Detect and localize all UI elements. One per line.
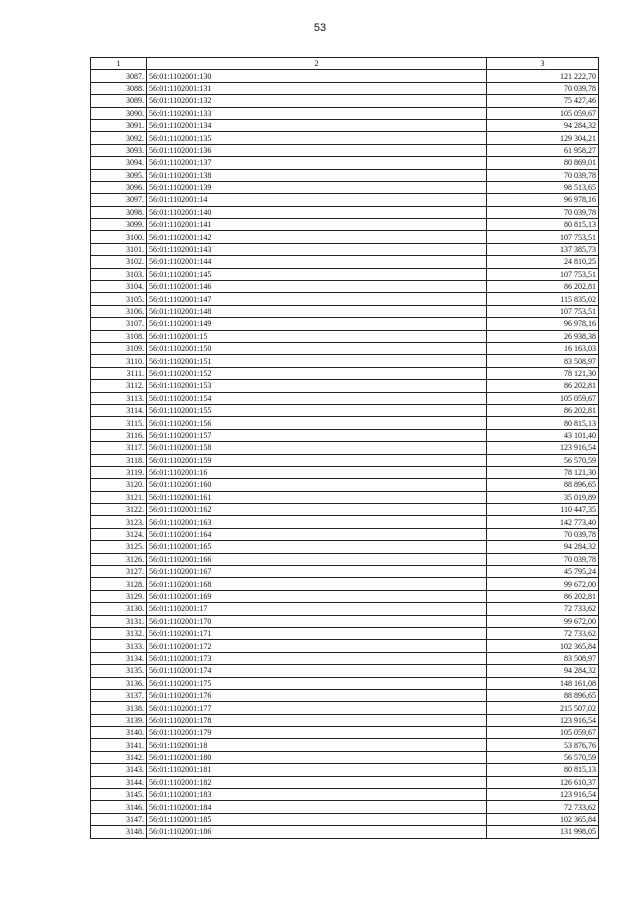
table-row xyxy=(91,665,599,677)
cadastral-value: 86 202,81 xyxy=(487,281,599,293)
row-number: 3133. xyxy=(91,640,147,652)
cadastral-number: 56:01:1102001:145 xyxy=(147,268,487,280)
row-number: 3088. xyxy=(91,82,147,94)
cadastral-value: 102 365,84 xyxy=(487,813,599,825)
table-row xyxy=(91,380,599,392)
table-row xyxy=(91,157,599,169)
cadastral-number: 56:01:1102001:166 xyxy=(147,553,487,565)
table-row xyxy=(91,169,599,181)
table-row xyxy=(91,603,599,615)
cadastral-value: 96 978,16 xyxy=(487,318,599,330)
row-number: 3142. xyxy=(91,751,147,763)
table-row xyxy=(91,132,599,144)
table-row xyxy=(91,367,599,379)
cadastral-number: 56:01:1102001:148 xyxy=(147,305,487,317)
cadastral-number: 56:01:1102001:157 xyxy=(147,429,487,441)
table-row xyxy=(91,82,599,94)
cadastral-number: 56:01:1102001:136 xyxy=(147,144,487,156)
table-row xyxy=(91,342,599,354)
table-row xyxy=(91,194,599,206)
cadastral-value: 72 733,62 xyxy=(487,627,599,639)
table-row xyxy=(91,652,599,664)
cadastral-number: 56:01:1102001:131 xyxy=(147,82,487,94)
row-number: 3115. xyxy=(91,417,147,429)
table-row xyxy=(91,764,599,776)
row-number: 3098. xyxy=(91,206,147,218)
cadastral-value: 99 672,00 xyxy=(487,578,599,590)
cadastral-value: 110 447,35 xyxy=(487,504,599,516)
cadastral-value: 72 733,62 xyxy=(487,603,599,615)
cadastral-value: 88 896,65 xyxy=(487,689,599,701)
row-number: 3091. xyxy=(91,119,147,131)
cadastral-number: 56:01:1102001:137 xyxy=(147,157,487,169)
cadastral-number: 56:01:1102001:177 xyxy=(147,702,487,714)
row-number: 3094. xyxy=(91,157,147,169)
cadastral-value: 123 916,54 xyxy=(487,442,599,454)
cadastral-number: 56:01:1102001:139 xyxy=(147,181,487,193)
table-row xyxy=(91,541,599,553)
table-row xyxy=(91,615,599,627)
table-row xyxy=(91,144,599,156)
row-number: 3125. xyxy=(91,541,147,553)
row-number: 3113. xyxy=(91,392,147,404)
cadastral-value: 80 815,13 xyxy=(487,764,599,776)
table-row xyxy=(91,776,599,788)
column-header-2: 2 xyxy=(147,58,487,70)
table-row xyxy=(91,578,599,590)
row-number: 3095. xyxy=(91,169,147,181)
row-number: 3124. xyxy=(91,528,147,540)
row-number: 3089. xyxy=(91,95,147,107)
table-row xyxy=(91,392,599,404)
table-row xyxy=(91,454,599,466)
cadastral-number: 56:01:1102001:163 xyxy=(147,516,487,528)
cadastral-value: 98 513,65 xyxy=(487,181,599,193)
cadastral-value: 86 202,81 xyxy=(487,380,599,392)
cadastral-value: 105 059,67 xyxy=(487,727,599,739)
table-row xyxy=(91,516,599,528)
cadastral-value: 72 733,62 xyxy=(487,801,599,813)
cadastral-value: 78 121,30 xyxy=(487,466,599,478)
cadastral-number: 56:01:1102001:144 xyxy=(147,256,487,268)
table-row xyxy=(91,466,599,478)
table-row xyxy=(91,95,599,107)
cadastral-number: 56:01:1102001:130 xyxy=(147,70,487,82)
cadastral-value: 123 916,54 xyxy=(487,714,599,726)
table-row xyxy=(91,181,599,193)
cadastral-value: 78 121,30 xyxy=(487,367,599,379)
cadastral-number: 56:01:1102001:150 xyxy=(147,342,487,354)
cadastral-value: 80 815,13 xyxy=(487,219,599,231)
row-number: 3120. xyxy=(91,479,147,491)
table-row xyxy=(91,590,599,602)
cadastral-value: 115 835,02 xyxy=(487,293,599,305)
table-row xyxy=(91,566,599,578)
table-row xyxy=(91,219,599,231)
cadastral-number: 56:01:1102001:133 xyxy=(147,107,487,119)
cadastral-number: 56:01:1102001:16 xyxy=(147,466,487,478)
page-number: 53 xyxy=(313,22,327,34)
table-row xyxy=(91,281,599,293)
row-number: 3103. xyxy=(91,268,147,280)
cadastral-value: 86 202,81 xyxy=(487,404,599,416)
cadastral-value: 102 365,84 xyxy=(487,640,599,652)
row-number: 3111. xyxy=(91,367,147,379)
row-number: 3121. xyxy=(91,491,147,503)
row-number: 3105. xyxy=(91,293,147,305)
table-row xyxy=(91,70,599,82)
cadastral-value: 70 039,78 xyxy=(487,82,599,94)
cadastral-value-table xyxy=(90,57,599,839)
table-row xyxy=(91,107,599,119)
row-number: 3099. xyxy=(91,219,147,231)
row-number: 3097. xyxy=(91,194,147,206)
row-number: 3144. xyxy=(91,776,147,788)
cadastral-number: 56:01:1102001:143 xyxy=(147,243,487,255)
row-number: 3148. xyxy=(91,826,147,838)
row-number: 3104. xyxy=(91,281,147,293)
column-header-1: 1 xyxy=(91,58,147,70)
cadastral-number: 56:01:1102001:152 xyxy=(147,367,487,379)
table-row xyxy=(91,429,599,441)
table-row xyxy=(91,442,599,454)
table-row xyxy=(91,417,599,429)
row-number: 3092. xyxy=(91,132,147,144)
cadastral-number: 56:01:1102001:132 xyxy=(147,95,487,107)
table-row xyxy=(91,479,599,491)
row-number: 3118. xyxy=(91,454,147,466)
cadastral-number: 56:01:1102001:178 xyxy=(147,714,487,726)
row-number: 3135. xyxy=(91,665,147,677)
row-number: 3126. xyxy=(91,553,147,565)
table-row xyxy=(91,801,599,813)
cadastral-number: 56:01:1102001:161 xyxy=(147,491,487,503)
cadastral-number: 56:01:1102001:142 xyxy=(147,231,487,243)
row-number: 3128. xyxy=(91,578,147,590)
row-number: 3110. xyxy=(91,355,147,367)
table-row xyxy=(91,677,599,689)
cadastral-value: 70 039,78 xyxy=(487,528,599,540)
table-row xyxy=(91,355,599,367)
cadastral-value: 56 570,59 xyxy=(487,751,599,763)
cadastral-number: 56:01:1102001:172 xyxy=(147,640,487,652)
row-number: 3116. xyxy=(91,429,147,441)
cadastral-value: 70 039,78 xyxy=(487,169,599,181)
row-number: 3129. xyxy=(91,590,147,602)
cadastral-value: 16 163,03 xyxy=(487,342,599,354)
row-number: 3147. xyxy=(91,813,147,825)
row-number: 3102. xyxy=(91,256,147,268)
cadastral-value: 123 916,54 xyxy=(487,789,599,801)
row-number: 3140. xyxy=(91,727,147,739)
table-row xyxy=(91,206,599,218)
row-number: 3122. xyxy=(91,504,147,516)
cadastral-number: 56:01:1102001:134 xyxy=(147,119,487,131)
cadastral-number: 56:01:1102001:175 xyxy=(147,677,487,689)
cadastral-number: 56:01:1102001:149 xyxy=(147,318,487,330)
cadastral-number: 56:01:1102001:15 xyxy=(147,330,487,342)
row-number: 3136. xyxy=(91,677,147,689)
cadastral-number: 56:01:1102001:156 xyxy=(147,417,487,429)
cadastral-number: 56:01:1102001:135 xyxy=(147,132,487,144)
table-row xyxy=(91,528,599,540)
row-number: 3100. xyxy=(91,231,147,243)
cadastral-number: 56:01:1102001:154 xyxy=(147,392,487,404)
cadastral-value: 83 508,97 xyxy=(487,355,599,367)
cadastral-value: 35 019,89 xyxy=(487,491,599,503)
table-row xyxy=(91,504,599,516)
cadastral-value: 129 304,21 xyxy=(487,132,599,144)
cadastral-number: 56:01:1102001:167 xyxy=(147,566,487,578)
table-row xyxy=(91,627,599,639)
cadastral-number: 56:01:1102001:158 xyxy=(147,442,487,454)
cadastral-number: 56:01:1102001:165 xyxy=(147,541,487,553)
cadastral-number: 56:01:1102001:141 xyxy=(147,219,487,231)
cadastral-value: 142 773,40 xyxy=(487,516,599,528)
row-number: 3087. xyxy=(91,70,147,82)
row-number: 3119. xyxy=(91,466,147,478)
header-row xyxy=(91,58,599,70)
cadastral-value: 70 039,78 xyxy=(487,206,599,218)
table-row xyxy=(91,243,599,255)
cadastral-number: 56:01:1102001:179 xyxy=(147,727,487,739)
cadastral-value: 26 938,38 xyxy=(487,330,599,342)
cadastral-value: 86 202,81 xyxy=(487,590,599,602)
cadastral-value: 94 284,32 xyxy=(487,541,599,553)
table-body xyxy=(91,70,599,838)
row-number: 3141. xyxy=(91,739,147,751)
cadastral-value: 70 039,78 xyxy=(487,553,599,565)
cadastral-number: 56:01:1102001:182 xyxy=(147,776,487,788)
row-number: 3117. xyxy=(91,442,147,454)
row-number: 3130. xyxy=(91,603,147,615)
row-number: 3146. xyxy=(91,801,147,813)
cadastral-number: 56:01:1102001:183 xyxy=(147,789,487,801)
cadastral-value: 56 570,59 xyxy=(487,454,599,466)
cadastral-value: 43 101,40 xyxy=(487,429,599,441)
table-row xyxy=(91,268,599,280)
table-row xyxy=(91,702,599,714)
cadastral-number: 56:01:1102001:180 xyxy=(147,751,487,763)
cadastral-number: 56:01:1102001:170 xyxy=(147,615,487,627)
table-row xyxy=(91,293,599,305)
table-row xyxy=(91,119,599,131)
table-row xyxy=(91,318,599,330)
cadastral-value: 24 810,25 xyxy=(487,256,599,268)
cadastral-value: 53 876,76 xyxy=(487,739,599,751)
cadastral-number: 56:01:1102001:169 xyxy=(147,590,487,602)
cadastral-number: 56:01:1102001:153 xyxy=(147,380,487,392)
cadastral-value: 83 508,97 xyxy=(487,652,599,664)
table-row xyxy=(91,553,599,565)
row-number: 3109. xyxy=(91,342,147,354)
table-row xyxy=(91,714,599,726)
row-number: 3101. xyxy=(91,243,147,255)
cadastral-value: 99 672,00 xyxy=(487,615,599,627)
table-row xyxy=(91,789,599,801)
row-number: 3132. xyxy=(91,627,147,639)
row-number: 3134. xyxy=(91,652,147,664)
table-row xyxy=(91,330,599,342)
cadastral-number: 56:01:1102001:151 xyxy=(147,355,487,367)
table-row xyxy=(91,727,599,739)
row-number: 3114. xyxy=(91,404,147,416)
row-number: 3108. xyxy=(91,330,147,342)
cadastral-number: 56:01:1102001:140 xyxy=(147,206,487,218)
row-number: 3143. xyxy=(91,764,147,776)
cadastral-number: 56:01:1102001:168 xyxy=(147,578,487,590)
row-number: 3145. xyxy=(91,789,147,801)
row-number: 3139. xyxy=(91,714,147,726)
cadastral-number: 56:01:1102001:17 xyxy=(147,603,487,615)
cadastral-number: 56:01:1102001:146 xyxy=(147,281,487,293)
cadastral-value: 105 059,67 xyxy=(487,392,599,404)
cadastral-value: 61 958,27 xyxy=(487,144,599,156)
cadastral-number: 56:01:1102001:171 xyxy=(147,627,487,639)
cadastral-number: 56:01:1102001:184 xyxy=(147,801,487,813)
cadastral-number: 56:01:1102001:174 xyxy=(147,665,487,677)
cadastral-number: 56:01:1102001:138 xyxy=(147,169,487,181)
cadastral-value: 75 427,46 xyxy=(487,95,599,107)
cadastral-number: 56:01:1102001:159 xyxy=(147,454,487,466)
cadastral-value: 215 507,02 xyxy=(487,702,599,714)
row-number: 3123. xyxy=(91,516,147,528)
table-row xyxy=(91,813,599,825)
cadastral-number: 56:01:1102001:162 xyxy=(147,504,487,516)
table-header xyxy=(91,58,599,70)
row-number: 3090. xyxy=(91,107,147,119)
row-number: 3127. xyxy=(91,566,147,578)
table-row xyxy=(91,751,599,763)
cadastral-number: 56:01:1102001:147 xyxy=(147,293,487,305)
row-number: 3106. xyxy=(91,305,147,317)
cadastral-value: 107 753,51 xyxy=(487,268,599,280)
cadastral-value: 96 978,16 xyxy=(487,194,599,206)
cadastral-number: 56:01:1102001:176 xyxy=(147,689,487,701)
cadastral-value: 88 896,65 xyxy=(487,479,599,491)
row-number: 3096. xyxy=(91,181,147,193)
table-row xyxy=(91,640,599,652)
cadastral-value: 137 385,73 xyxy=(487,243,599,255)
cadastral-value: 126 610,37 xyxy=(487,776,599,788)
table-row xyxy=(91,826,599,838)
cadastral-number: 56:01:1102001:181 xyxy=(147,764,487,776)
table-row xyxy=(91,491,599,503)
table-row xyxy=(91,739,599,751)
table-row xyxy=(91,231,599,243)
row-number: 3112. xyxy=(91,380,147,392)
cadastral-value: 131 998,05 xyxy=(487,826,599,838)
row-number: 3131. xyxy=(91,615,147,627)
row-number: 3138. xyxy=(91,702,147,714)
cadastral-number: 56:01:1102001:185 xyxy=(147,813,487,825)
table-row xyxy=(91,404,599,416)
cadastral-value: 105 059,67 xyxy=(487,107,599,119)
table-row xyxy=(91,256,599,268)
cadastral-value: 107 753,51 xyxy=(487,305,599,317)
row-number: 3137. xyxy=(91,689,147,701)
cadastral-value: 148 161,08 xyxy=(487,677,599,689)
cadastral-value: 121 222,70 xyxy=(487,70,599,82)
row-number: 3093. xyxy=(91,144,147,156)
row-number: 3107. xyxy=(91,318,147,330)
cadastral-number: 56:01:1102001:160 xyxy=(147,479,487,491)
cadastral-value: 45 795,24 xyxy=(487,566,599,578)
cadastral-value: 107 753,51 xyxy=(487,231,599,243)
cadastral-value: 80 815,13 xyxy=(487,417,599,429)
cadastral-number: 56:01:1102001:14 xyxy=(147,194,487,206)
cadastral-number: 56:01:1102001:18 xyxy=(147,739,487,751)
column-header-3: 3 xyxy=(487,58,599,70)
cadastral-number: 56:01:1102001:186 xyxy=(147,826,487,838)
cadastral-number: 56:01:1102001:173 xyxy=(147,652,487,664)
cadastral-number: 56:01:1102001:155 xyxy=(147,404,487,416)
cadastral-value: 80 869,01 xyxy=(487,157,599,169)
cadastral-number: 56:01:1102001:164 xyxy=(147,528,487,540)
table-row xyxy=(91,305,599,317)
cadastral-value: 94 284,32 xyxy=(487,665,599,677)
cadastral-value: 94 284,32 xyxy=(487,119,599,131)
table-row xyxy=(91,689,599,701)
